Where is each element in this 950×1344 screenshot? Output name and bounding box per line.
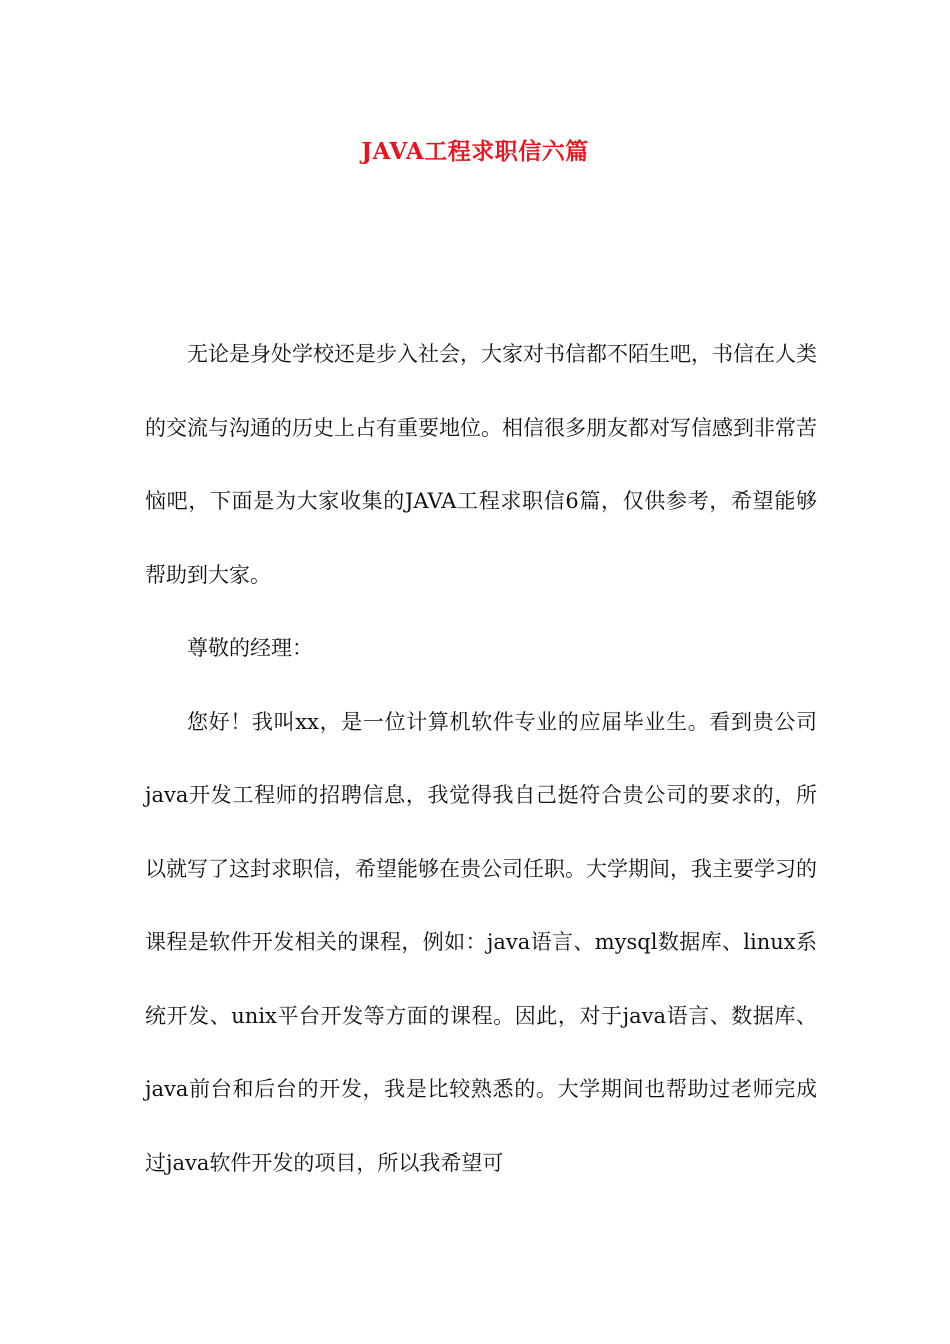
document-body <box>145 318 817 1200</box>
letter-paragraph: 您好！我叫xx，是一位计算机软件专业的应届毕业生。看到贵公司java开发工程师的招聘信息，我觉得我自己挺符合贵公司的要求的，所以就写了这封求职信，希望能够在贵公司任职。大学期间，我主要学习的课程是软件开发相关的课程，例如：java语言、mysql数据库、linux系统开发、unix平台开发等方面的课程。因此，对于java语言、数据库、java前台和后台的开发，我是比较熟悉的。大学期间也帮助过老师完成过java软件开发的项目，所以我希望可 <box>145 709 817 1175</box>
intro-paragraph: 无论是身处学校还是步入社会，大家对书信都不陌生吧，书信在人类的交流与沟通的历史上占有重要地位。相信很多朋友都对写信感到非常苦恼吧，下面是为大家收集的JAVA工程求职信6篇，仅供参考，希望能够帮助到大家。 <box>145 342 817 587</box>
salutation: 尊敬的经理： <box>187 636 313 660</box>
document-title: JAVA工程求职信六篇 <box>361 138 589 165</box>
